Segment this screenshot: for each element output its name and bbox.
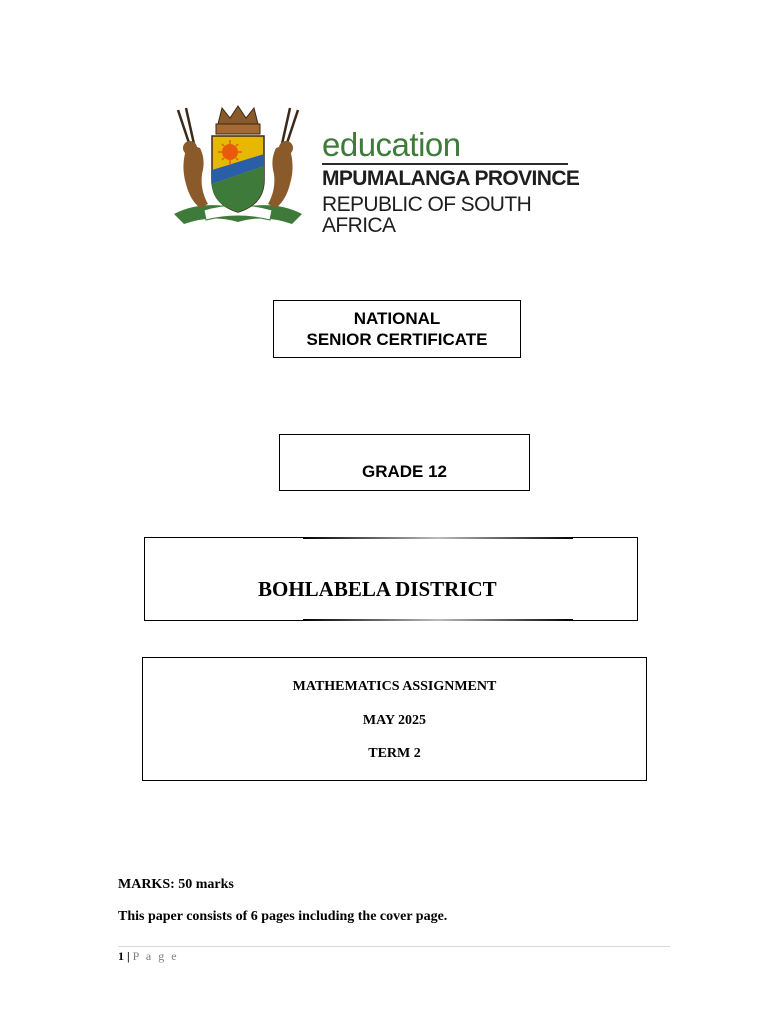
assignment-subject: MATHEMATICS ASSIGNMENT <box>292 679 497 694</box>
page-number: 1 <box>118 949 124 963</box>
footer-divider <box>118 946 670 947</box>
province-name: MPUMALANGA PROVINCE <box>322 167 580 190</box>
coat-of-arms-icon <box>160 104 316 236</box>
page-footer <box>118 950 179 962</box>
certificate-line-2: SENIOR CERTIFICATE <box>306 330 488 349</box>
district-name: BOHLABELA DISTRICT <box>258 577 497 601</box>
page-label: P a g e <box>132 949 179 963</box>
department-logo <box>160 104 580 236</box>
country-name: REPUBLIC OF SOUTH AFRICA <box>322 193 532 237</box>
assignment-term: TERM 2 <box>368 746 421 761</box>
grade-label: GRADE 12 <box>361 462 448 481</box>
certificate-line-1: NATIONAL <box>353 309 441 328</box>
pages-note: This paper consists of 6 pages including the cover page. <box>118 909 448 924</box>
marks-total: MARKS: 50 marks <box>118 877 234 892</box>
district-box-bottom-edge <box>303 619 573 621</box>
district-box-top-edge <box>303 537 573 539</box>
grade-box <box>279 434 530 491</box>
assignment-box <box>142 657 647 781</box>
logo-divider <box>322 163 568 165</box>
department-name: education <box>322 126 461 163</box>
assignment-date: MAY 2025 <box>362 713 427 728</box>
district-box <box>144 537 638 621</box>
footer-separator: | <box>124 949 133 963</box>
certificate-box <box>273 300 521 358</box>
